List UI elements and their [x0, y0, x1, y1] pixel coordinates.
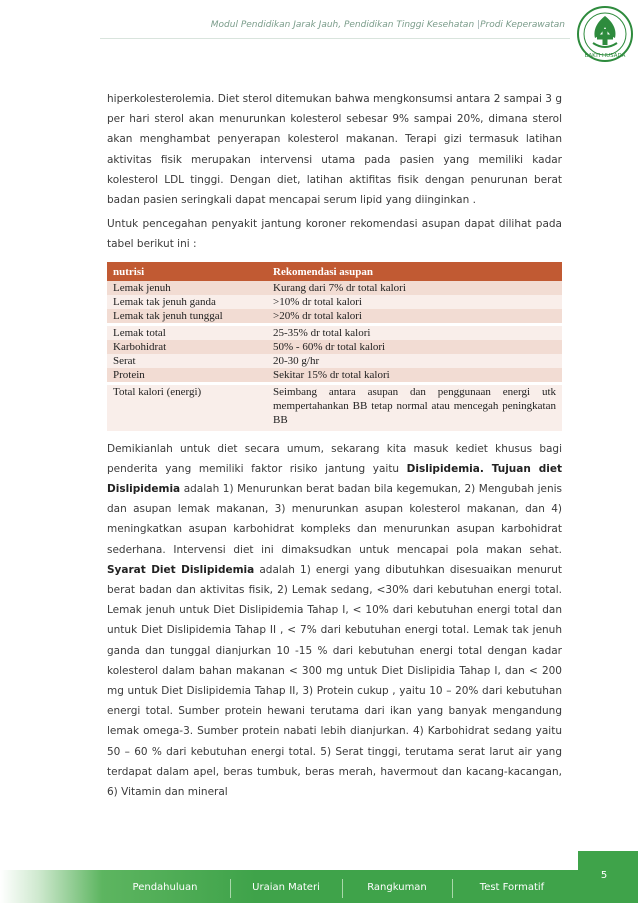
- header-rule: [100, 38, 570, 39]
- bold-run: Dislipidemia. Tujuan diet Dislipidemia: [107, 462, 562, 496]
- running-header: [200, 20, 565, 30]
- table-cell: >20% dr total kalori: [267, 309, 562, 325]
- table-cell: Sekitar 15% dr total kalori: [267, 368, 562, 384]
- table-header-row: [107, 262, 562, 281]
- table-row: [107, 354, 562, 368]
- table-header-nutrisi: nutrisi: [107, 262, 267, 281]
- header-program: Prodi Keperawatan: [480, 20, 565, 30]
- paragraph-table-intro: Untuk pencegahan penyakit jantung koroner rekomendasi asupan dapat dilihat pada tabel berikut ini :: [107, 218, 562, 251]
- header-separator: |: [477, 20, 481, 30]
- page-number: 5: [600, 870, 608, 881]
- table-cell: Lemak total: [107, 324, 267, 340]
- table-cell: 25-35% dr total kalori: [267, 324, 562, 340]
- table-cell: 20-30 g/hr: [267, 354, 562, 368]
- table-cell: Lemak tak jenuh tunggal: [107, 309, 267, 325]
- table-cell: Protein: [107, 368, 267, 384]
- table-row: [107, 383, 562, 431]
- table-row: [107, 340, 562, 354]
- bold-run: Syarat Diet Dislipidemia: [107, 563, 255, 576]
- paragraph-sterol: hiperkolesterolemia. Diet sterol ditemukan bahwa mengkonsumsi antara 2 sampai 3 g per hari sterol akan menurunkan kolesterol sebesar 9% sampai 20%, dimana sterol akan menghambat penyerapan kolesterol makanan. Terapi gizi termasuk latihan aktivitas fisik merupakan intervensi utama pada pasien yang memiliki kadar kolesterol LDL tinggi. Dengan diet, latihan aktifitas fisik dengan penurunan berat badan pasien seringkali dapat mencapai serum lipid yang diinginkan .: [107, 93, 562, 207]
- text-run: adalah 1) Menurunkan berat badan bila kegemukan, 2) Mengubah jenis dan asupan lemak makanan, 3) menurunkan asupan kolesterol makanan, dan 4) meningkatkan asupan karbohidrat kompleks dan menurunkan asupan karbohidrat sederhana. Intervensi diet ini dimaksudkan untuk mencapai pola makan sehat.: [107, 483, 562, 556]
- table-cell: Karbohidrat: [107, 340, 267, 354]
- svg-text:BAKTI HUSADA: BAKTI HUSADA: [584, 53, 626, 59]
- table-cell: Lemak tak jenuh ganda: [107, 295, 267, 309]
- main-content: [107, 89, 562, 802]
- table-row: [107, 281, 562, 295]
- nav-test-formatif[interactable]: Test Formatif: [479, 882, 545, 893]
- bakti-husada-logo-icon: [576, 5, 634, 63]
- table-cell: Total kalori (energi): [107, 383, 267, 431]
- table-row: [107, 295, 562, 309]
- table-cell: 50% - 60% dr total kalori: [267, 340, 562, 354]
- table-cell: Lemak jenuh: [107, 281, 267, 295]
- nav-pendahuluan[interactable]: Pendahuluan: [132, 882, 198, 893]
- nav-rangkuman[interactable]: Rangkuman: [367, 882, 427, 893]
- text-run: adalah 1) energi yang dibutuhkan disesuaikan menurut berat badan dan aktivitas fisik, 2) Lemak sedang, <30% dari kebutuhan energi total. Lemak jenuh untuk Diet Dislipidemia Tahap I, < 10% dari kebutuhan energi total dan untuk Diet Dislipidemia Tahap II , < 7% dari kebutuhan energi total. Lemak tak jenuh ganda dan tunggal dianjurkan 10 -15 % dari kebutuhan energi total dengan kadar kolesterol dalam bahan makanan < 300 mg untuk Diet Dislipidia Tahap I, dan < 200 mg untuk Diet Dislipidemia Tahap II, 3) Protein cukup , yaitu 10 – 20% dari kebutuhan energi total. Sumber protein hewani terutama dari ikan yang banyak mengandung lemak omega-3. Sumber protein nabati lebih dianjurkan. 4) Karbohidrat sedang yaitu 50 – 60 % dari kebutuhan energi total. 5) Serat tinggi, terutama serat larut air yang terdapat dalam apel, beras tumbuk, beras merah, havermout dan kacang-kacangan, 6) Vitamin dan mineral: [107, 563, 563, 799]
- nav-uraian-materi[interactable]: Uraian Materi: [252, 882, 320, 893]
- text-run: Demikianlah untuk diet secara umum, sekarang kita masuk kediet khusus bagi penderita yang memiliki faktor risiko jantung yaitu: [107, 442, 562, 475]
- table-row: [107, 324, 562, 340]
- table-row: [107, 368, 562, 384]
- table-header-rekomendasi: Rekomendasi asupan: [267, 262, 562, 281]
- table-cell: >10% dr total kalori: [267, 295, 562, 309]
- paragraph-dislipidemia: [107, 439, 562, 803]
- header-module-title: Modul Pendidikan Jarak Jauh, Pendidikan Tinggi Kesehatan: [210, 20, 475, 30]
- table-cell: Seimbang antara asupan dan penggunaan energi utk mempertahankan BB tetap normal atau mencegah peningkatan BB: [267, 383, 562, 431]
- table-cell: Serat: [107, 354, 267, 368]
- recommendation-table: [107, 262, 562, 431]
- table-cell: Kurang dari 7% dr total kalori: [267, 281, 562, 295]
- table-row: [107, 309, 562, 325]
